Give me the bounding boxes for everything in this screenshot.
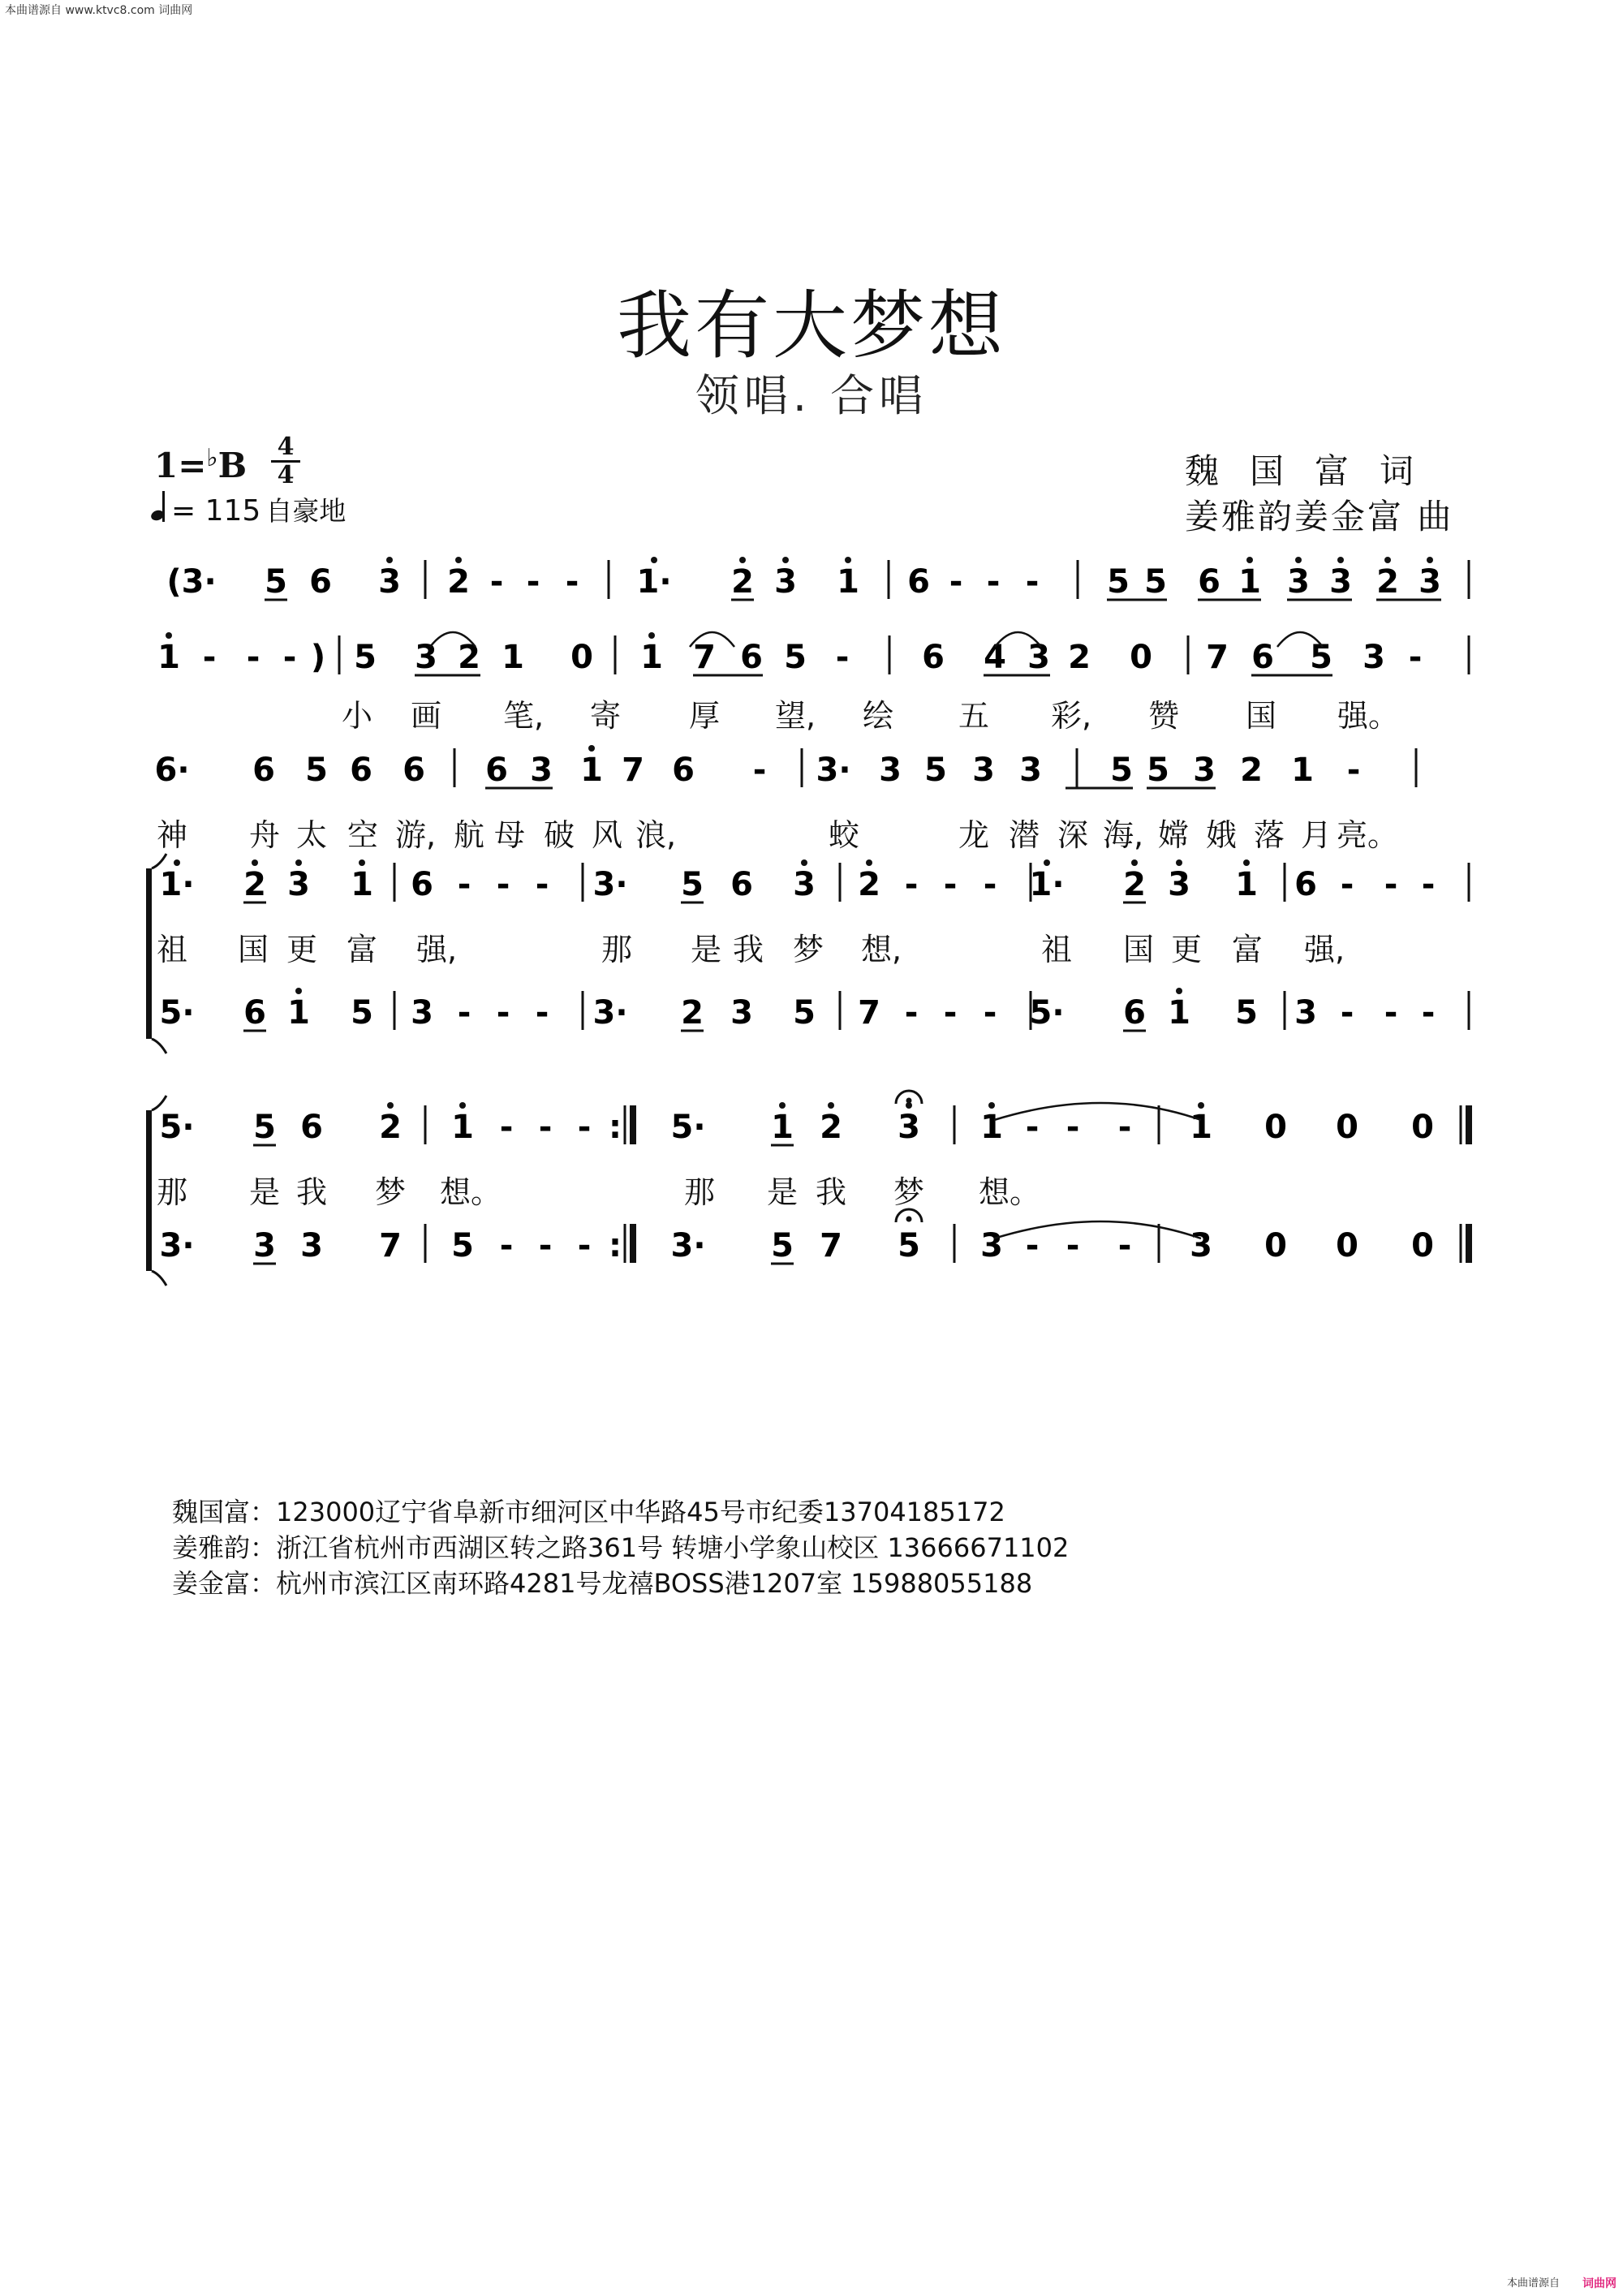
jianpu-note: 0: [1264, 1109, 1287, 1146]
jianpu-note: 6: [485, 752, 508, 789]
jianpu-note: 3: [972, 752, 995, 789]
lyric-syllable: 浪,: [635, 817, 677, 853]
key-prefix: 1=: [154, 446, 207, 485]
contact-line-composer-1: 姜雅韵：浙江省杭州市西湖区转之路361号 转塘小学象山校区 13666671102: [172, 1532, 1070, 1563]
jianpu-note: -: [983, 866, 997, 903]
jianpu-note: 3: [980, 1227, 1003, 1264]
jianpu-note: 6: [672, 752, 695, 789]
jianpu-note: 5: [451, 1227, 474, 1264]
octave-dot: [459, 1102, 466, 1109]
jianpu-note: -: [577, 1109, 592, 1146]
jianpu-note: -: [535, 994, 549, 1032]
jianpu-note: 3·: [592, 994, 628, 1032]
jianpu-note: 3·: [159, 1227, 195, 1264]
jianpu-note: 2: [1068, 639, 1091, 676]
jianpu-note: 3: [411, 994, 433, 1032]
jianpu-note: -: [1117, 1227, 1132, 1264]
bracket-bottom-hook: [152, 1271, 166, 1286]
jianpu-note: 1: [771, 1109, 794, 1146]
octave-dot: [779, 1102, 786, 1109]
jianpu-note: -: [949, 563, 963, 601]
fermata-dot: [906, 1217, 912, 1222]
lyric-syllable: 五: [958, 698, 990, 734]
jianpu-note: -: [1025, 1227, 1040, 1264]
octave-dot: [828, 1102, 834, 1109]
jianpu-note: 6: [740, 639, 763, 676]
lyric-syllable: 破: [543, 817, 575, 853]
jianpu-note: 3: [1168, 866, 1190, 903]
jianpu-note: 3: [415, 639, 437, 676]
lyric-syllable: 潜: [1008, 817, 1040, 853]
jianpu-note: 0: [1130, 639, 1152, 676]
octave-dot: [1243, 859, 1250, 866]
jianpu-note: 1: [451, 1109, 474, 1146]
jianpu-note: 3: [1193, 752, 1216, 789]
jianpu-note: 1·: [159, 866, 195, 903]
lyric-syllable: 是: [690, 932, 722, 967]
footer-watermark: 本曲谱源自: [1506, 2277, 1560, 2290]
key-note: B: [217, 446, 248, 485]
jianpu-note: 4: [984, 639, 1006, 676]
octave-dot: [866, 859, 872, 866]
lyric-syllable: 更: [286, 932, 318, 967]
jianpu-note: 6: [309, 563, 332, 601]
jianpu-note: -: [538, 1109, 553, 1146]
lyric-syllable: 亮。: [1336, 817, 1399, 853]
lyric-syllable: 龙: [958, 817, 990, 853]
lyric-syllable: 太: [295, 817, 328, 853]
tempo-value: = 115: [171, 494, 261, 528]
jianpu-note: 6: [907, 563, 930, 601]
jianpu-note: -: [1384, 994, 1398, 1032]
jianpu-note: 2: [447, 563, 470, 601]
jianpu-note: 1: [580, 752, 603, 789]
jianpu-note: 1: [640, 639, 663, 676]
jianpu-note: 6: [252, 752, 275, 789]
octave-dot: [1176, 988, 1182, 994]
jianpu-note: 3: [730, 994, 753, 1032]
lyric-syllable: 寄: [589, 698, 622, 734]
jianpu-note: 5: [924, 752, 947, 789]
jianpu-note: 6: [1251, 639, 1274, 676]
jianpu-note: 5: [1110, 752, 1133, 789]
lyric-syllable: 小: [341, 698, 373, 734]
octave-dot: [651, 557, 657, 563]
jianpu-note: 5: [1235, 994, 1258, 1032]
tempo-style: 自豪地: [265, 495, 347, 527]
lyric-syllable: 强。: [1337, 698, 1400, 734]
lyric-syllable: 我: [732, 932, 764, 967]
jianpu-note: -: [1346, 752, 1361, 789]
jianpu-note: 2: [1240, 752, 1263, 789]
jianpu-note: 6: [350, 752, 372, 789]
contact-line-composer-2: 姜金富：杭州市滨江区南环路4281号龙禧BOSS港1207室 15988055188: [172, 1568, 1033, 1599]
jianpu-note: -: [986, 563, 1001, 601]
jianpu-note: 2: [1376, 563, 1399, 601]
lyric-syllable: 娥: [1205, 817, 1238, 853]
system-bracket: [146, 868, 152, 1039]
lyric-syllable: 我: [815, 1174, 847, 1210]
jianpu-note: -: [904, 866, 919, 903]
jianpu-note: ): [310, 639, 326, 676]
jianpu-note: 1: [1168, 994, 1190, 1032]
jianpu-note: 5: [793, 994, 816, 1032]
jianpu-note: 3: [287, 866, 310, 903]
octave-dot: [1176, 859, 1182, 866]
jianpu-note: 5: [253, 1109, 276, 1146]
jianpu-note: -: [904, 994, 919, 1032]
octave-dot: [588, 745, 595, 752]
jianpu-note: -: [943, 994, 958, 1032]
jianpu-note: 3: [253, 1227, 276, 1264]
lyric-syllable: 梦: [893, 1174, 925, 1210]
octave-dot: [455, 557, 462, 563]
jianpu-note: 1: [1238, 563, 1261, 601]
jianpu-note: 5: [784, 639, 807, 676]
lyric-syllable: 国: [1245, 698, 1277, 734]
final-barline-thick: [1466, 1224, 1472, 1263]
jianpu-note: -: [752, 752, 767, 789]
jianpu-note: 6: [403, 752, 425, 789]
octave-dot: [387, 1102, 394, 1109]
jianpu-note: -: [1384, 866, 1398, 903]
jianpu-note: 5·: [670, 1109, 706, 1146]
lyric-syllable: 富: [1231, 932, 1264, 967]
lyric-syllable: 空: [347, 817, 379, 853]
jianpu-note: 2: [731, 563, 754, 601]
jianpu-note: -: [1421, 994, 1436, 1032]
octave-dot: [174, 859, 180, 866]
jianpu-note: 7: [1206, 639, 1229, 676]
lyric-syllable: 彩,: [1050, 698, 1092, 734]
jianpu-note: 1: [157, 639, 180, 676]
jianpu-note: 7: [858, 994, 880, 1032]
lyric-syllable: 想。: [439, 1174, 502, 1210]
song-title: 我有大梦想: [616, 282, 1006, 369]
lyric-syllable: 海,: [1102, 817, 1144, 853]
jianpu-note: -: [1025, 1109, 1040, 1146]
jianpu-note: 3: [793, 866, 816, 903]
octave-dot: [1131, 859, 1138, 866]
jianpu-note: -: [282, 639, 297, 676]
jianpu-note: 1: [351, 866, 373, 903]
jianpu-note: 1: [287, 994, 310, 1032]
jianpu-note: 0: [1336, 1109, 1358, 1146]
jianpu-note: 7: [693, 639, 716, 676]
octave-dot: [1246, 557, 1253, 563]
jianpu-note: 3: [879, 752, 902, 789]
fermata-dot: [906, 1098, 912, 1104]
lyric-syllable: 赞: [1147, 698, 1180, 734]
jianpu-note: 6: [1294, 866, 1317, 903]
lyric-syllable: 嫦: [1157, 817, 1190, 853]
jianpu-note: 0: [1336, 1227, 1358, 1264]
octave-dot: [166, 632, 172, 639]
lyric-syllable: 望,: [774, 698, 816, 734]
jianpu-note: -: [496, 994, 510, 1032]
jianpu-note: -: [246, 639, 260, 676]
jianpu-note: 1: [1235, 866, 1258, 903]
system-bracket: [146, 1110, 152, 1271]
jianpu-note: -: [489, 563, 504, 601]
jianpu-note: -: [1408, 639, 1423, 676]
lyric-syllable: 航: [453, 817, 485, 853]
octave-dot: [1337, 557, 1344, 563]
jianpu-note: 2: [820, 1109, 842, 1146]
repeat-barline-thick: [630, 1105, 636, 1144]
jianpu-note: 5: [771, 1227, 794, 1264]
jianpu-note: 3: [300, 1227, 323, 1264]
jianpu-note: 5: [1310, 639, 1332, 676]
lyric-syllable: 绘: [862, 698, 894, 734]
lyric-syllable: 更: [1170, 932, 1203, 967]
jianpu-note: 6: [1198, 563, 1220, 601]
jianpu-note: 5: [354, 639, 377, 676]
composer-credit: 姜雅韵姜金富 曲: [1185, 497, 1454, 536]
lyric-syllable: 梦: [374, 1174, 407, 1210]
jianpu-note: -: [1117, 1109, 1132, 1146]
jianpu-note: 2: [243, 866, 266, 903]
jianpu-note: -: [538, 1227, 553, 1264]
lyric-syllable: 深: [1057, 817, 1089, 853]
jianpu-note: 7: [622, 752, 644, 789]
jianpu-note: 3: [1027, 639, 1050, 676]
jianpu-note: -: [499, 1227, 514, 1264]
jianpu-note: 3: [1363, 639, 1385, 676]
jianpu-note: 1: [502, 639, 524, 676]
lyric-syllable: 蛟: [828, 817, 860, 853]
octave-dot: [648, 632, 655, 639]
lyric-syllable: 是: [248, 1174, 281, 1210]
lyricist-credit: 魏国富词: [1185, 451, 1445, 491]
octave-dot: [845, 557, 851, 563]
jianpu-note: 5: [681, 866, 704, 903]
jianpu-note: 0: [1411, 1109, 1434, 1146]
lyric-syllable: 我: [295, 1174, 328, 1210]
jianpu-note: 3: [774, 563, 797, 601]
jianpu-note: -: [535, 866, 549, 903]
jianpu-note: 0: [570, 639, 593, 676]
contact-line-lyricist: 魏国富：123000辽宁省阜新市细河区中华路45号市纪委13704185172: [172, 1497, 1005, 1527]
jianpu-note: -: [457, 866, 471, 903]
jianpu-note: 1·: [1029, 866, 1065, 903]
lyric-syllable: 是: [766, 1174, 799, 1210]
jianpu-note: -: [202, 639, 217, 676]
lyric-syllable: 风: [591, 817, 623, 853]
jianpu-note: 5: [1147, 752, 1169, 789]
octave-dot: [1427, 557, 1433, 563]
jianpu-note: -: [835, 639, 850, 676]
jianpu-note: 5·: [159, 994, 195, 1032]
time-signature-top: 4: [277, 433, 295, 461]
jianpu-note: 1: [1190, 1109, 1212, 1146]
jianpu-note: 6: [1123, 994, 1146, 1032]
octave-dot: [1044, 859, 1050, 866]
lyric-syllable: 想,: [860, 932, 902, 967]
octave-dot: [252, 859, 258, 866]
jianpu-note: -: [983, 994, 997, 1032]
jianpu-note: 3: [530, 752, 553, 789]
time-signature-bottom: 4: [277, 461, 295, 489]
jianpu-note: 7: [820, 1227, 842, 1264]
jianpu-note: 5: [1144, 563, 1167, 601]
jianpu-note: 3: [1419, 563, 1441, 601]
jianpu-note: (3·: [166, 563, 217, 601]
jianpu-note: -: [457, 994, 471, 1032]
lyric-syllable: 那: [156, 1174, 188, 1210]
jianpu-note: 2: [458, 639, 480, 676]
jianpu-note: 1: [837, 563, 859, 601]
jianpu-note: 3: [1329, 563, 1352, 601]
bracket-bottom-hook: [152, 1039, 166, 1053]
jianpu-note: -: [1065, 1227, 1080, 1264]
jianpu-note: 1: [1291, 752, 1314, 789]
jianpu-note: 3: [1019, 752, 1042, 789]
lyric-syllable: 国: [1122, 932, 1155, 967]
jianpu-note: 7: [379, 1227, 402, 1264]
octave-dot: [801, 859, 807, 866]
jianpu-note: -: [1340, 994, 1354, 1032]
jianpu-note: 3: [378, 563, 401, 601]
jianpu-note: 0: [1264, 1227, 1287, 1264]
jianpu-note: 0: [1411, 1227, 1434, 1264]
jianpu-note: -: [1421, 866, 1436, 903]
jianpu-note: -: [496, 866, 510, 903]
footer-logo: 词曲网: [1582, 2277, 1617, 2290]
octave-dot: [988, 1102, 995, 1109]
lyric-syllable: 那: [683, 1174, 716, 1210]
jianpu-note: 2: [858, 866, 880, 903]
jianpu-note: 1·: [636, 563, 672, 601]
octave-dot: [739, 557, 746, 563]
song-subtitle: 领唱. 合唱: [695, 370, 928, 421]
jianpu-note: -: [526, 563, 540, 601]
lyric-syllable: 那: [601, 932, 633, 967]
jianpu-note: 5: [898, 1227, 920, 1264]
jianpu-note: -: [499, 1109, 514, 1146]
jianpu-note: 3·: [670, 1227, 706, 1264]
jianpu-note: -: [577, 1227, 592, 1264]
lyric-syllable: 画: [410, 698, 442, 734]
octave-dot: [782, 557, 789, 563]
repeat-colon: :: [609, 1227, 622, 1264]
header-watermark: 本曲谱源自 www.ktvc8.com 词曲网: [5, 4, 193, 17]
jianpu-note: 3: [1294, 994, 1317, 1032]
jianpu-note: 2: [379, 1109, 402, 1146]
jianpu-note: -: [1340, 866, 1354, 903]
jianpu-note: 2: [1123, 866, 1146, 903]
jianpu-note: 5: [265, 563, 287, 601]
jianpu-note: 3: [1190, 1227, 1212, 1264]
jianpu-note: 6: [243, 994, 266, 1032]
lyric-syllable: 厚: [688, 698, 721, 734]
octave-dot: [1384, 557, 1391, 563]
lyric-syllable: 想。: [978, 1174, 1041, 1210]
jianpu-note: 2: [681, 994, 704, 1032]
octave-dot: [386, 557, 393, 563]
octave-dot: [359, 859, 365, 866]
lyric-syllable: 祖: [1040, 932, 1073, 967]
jianpu-note: 3: [1287, 563, 1310, 601]
lyric-syllable: 月: [1300, 817, 1332, 853]
jianpu-note: 5·: [1029, 994, 1065, 1032]
lyric-syllable: 强,: [1303, 932, 1345, 967]
jianpu-note: 1: [980, 1109, 1003, 1146]
lyric-syllable: 舟: [248, 817, 281, 853]
lyric-syllable: 富: [346, 932, 378, 967]
lyric-syllable: 梦: [792, 932, 824, 967]
jianpu-note: 5·: [159, 1109, 195, 1146]
jianpu-note: 3·: [816, 752, 851, 789]
jianpu-note: -: [1065, 1109, 1080, 1146]
lyric-syllable: 笔,: [502, 698, 545, 734]
flat-symbol: ♭: [206, 444, 218, 472]
jianpu-note: 6: [730, 866, 753, 903]
jianpu-note: 5: [305, 752, 328, 789]
repeat-barline-thick: [630, 1224, 636, 1263]
lyric-syllable: 强,: [415, 932, 458, 967]
lyric-syllable: 落: [1253, 817, 1285, 853]
jianpu-note: 6·: [154, 752, 190, 789]
final-barline-thick: [1466, 1105, 1472, 1144]
lyric-syllable: 游,: [394, 817, 437, 853]
jianpu-note: 3·: [592, 866, 628, 903]
jianpu-note: -: [1025, 563, 1040, 601]
octave-dot: [1295, 557, 1302, 563]
jianpu-note: 3: [898, 1109, 920, 1146]
jianpu-note: 6: [300, 1109, 323, 1146]
octave-dot: [295, 859, 302, 866]
jianpu-note: -: [565, 563, 579, 601]
jianpu-note: 5: [1107, 563, 1130, 601]
lyric-syllable: 母: [493, 817, 526, 853]
lyric-syllable: 国: [237, 932, 269, 967]
jianpu-note: 6: [922, 639, 945, 676]
jianpu-note: 6: [411, 866, 433, 903]
repeat-colon: :: [609, 1109, 622, 1146]
octave-dot: [1198, 1102, 1204, 1109]
jianpu-note: -: [943, 866, 958, 903]
lyric-syllable: 神: [156, 817, 188, 853]
jianpu-note: 5: [351, 994, 373, 1032]
octave-dot: [295, 988, 302, 994]
lyric-syllable: 祖: [156, 932, 188, 967]
